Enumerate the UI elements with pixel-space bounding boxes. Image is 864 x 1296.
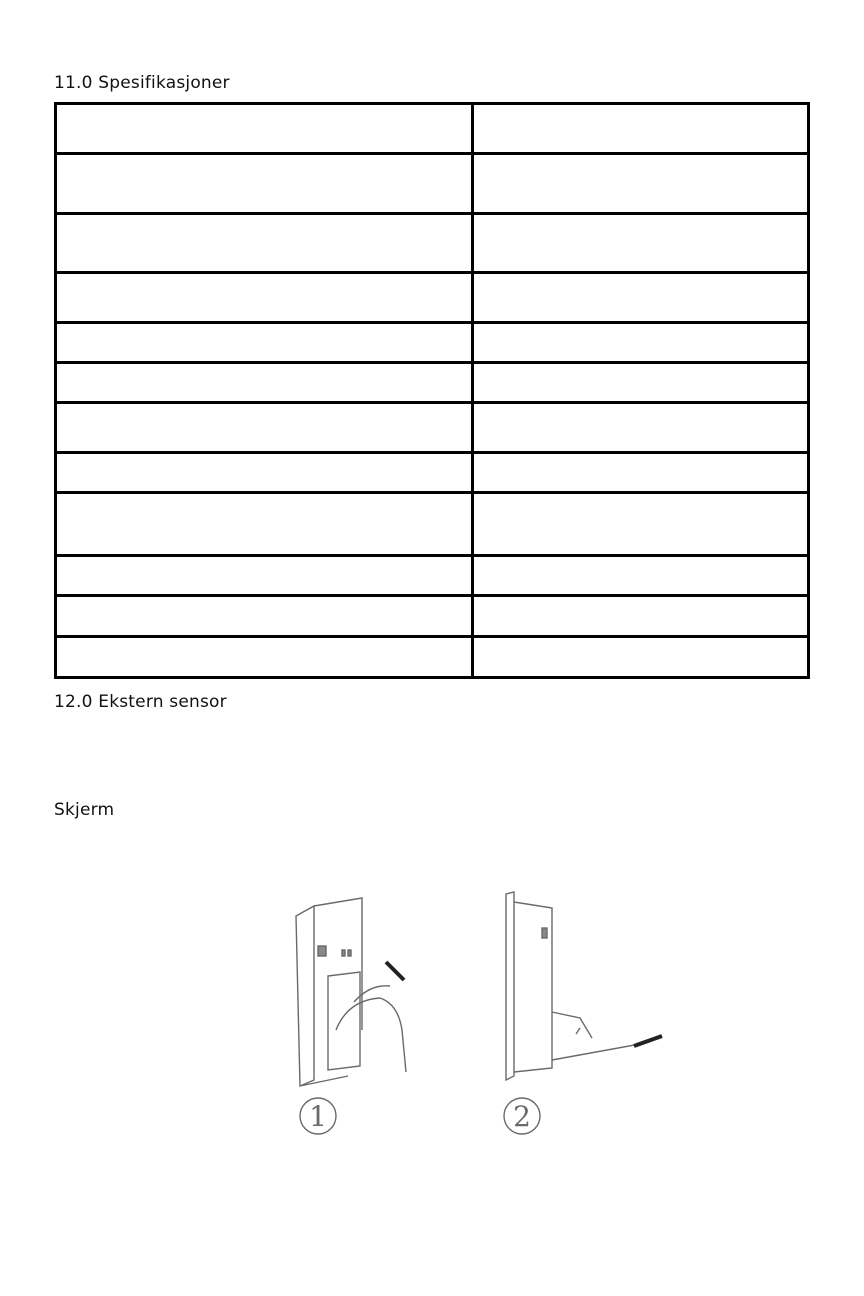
- battery-compartment: [328, 972, 360, 1070]
- display-stand-illustration: [280, 880, 670, 1160]
- display-side-panel: [296, 906, 314, 1086]
- table-cell: [56, 556, 473, 596]
- table-cell: [56, 214, 473, 273]
- table-cell: [56, 493, 473, 556]
- table-cell: [473, 596, 809, 637]
- step1-drawing: [296, 898, 406, 1134]
- stand-leg: [552, 1044, 640, 1060]
- display-button: [542, 928, 547, 938]
- table-cell: [56, 323, 473, 363]
- display-button: [318, 946, 326, 956]
- table-cell: [473, 363, 809, 403]
- table-row: [56, 556, 809, 596]
- table-cell: [473, 556, 809, 596]
- table-cell: [473, 403, 809, 453]
- table-cell: [56, 596, 473, 637]
- table-row: [56, 363, 809, 403]
- table-row: [56, 104, 809, 154]
- display-side-profile: [506, 892, 514, 1080]
- table-cell: [56, 273, 473, 323]
- table-row: [56, 214, 809, 273]
- stand-angle-guide: [576, 1028, 580, 1034]
- table-cell: [473, 214, 809, 273]
- table-row: [56, 596, 809, 637]
- table-cell: [473, 637, 809, 678]
- table-cell: [473, 273, 809, 323]
- table-row: [56, 154, 809, 214]
- display-bottom-edge: [300, 1076, 348, 1086]
- table-cell: [56, 637, 473, 678]
- step2-number: 2: [513, 1100, 531, 1133]
- hand-outline: [336, 998, 406, 1072]
- section-heading-specifications: 11.0 Spesifikasjoner: [54, 73, 230, 93]
- step1-number: 1: [309, 1100, 327, 1133]
- display-button: [348, 950, 351, 956]
- table-cell: [56, 363, 473, 403]
- display-button: [342, 950, 345, 956]
- table-row: [56, 323, 809, 363]
- display-top-edge: [314, 898, 362, 1030]
- arrow-icon: [634, 1036, 662, 1046]
- table-row: [56, 637, 809, 678]
- table-row: [56, 493, 809, 556]
- table-row: [56, 453, 809, 493]
- table-row: [56, 403, 809, 453]
- specifications-table: [54, 102, 810, 679]
- table-cell: [56, 403, 473, 453]
- table-cell: [56, 104, 473, 154]
- table-row: [56, 273, 809, 323]
- table-cell: [56, 453, 473, 493]
- step2-drawing: [504, 892, 662, 1134]
- section-heading-display: Skjerm: [54, 800, 115, 820]
- table-cell: [473, 453, 809, 493]
- table-cell: [473, 104, 809, 154]
- table-cell: [473, 323, 809, 363]
- table-cell: [56, 154, 473, 214]
- table-cell: [473, 154, 809, 214]
- stand-angle-guide: [552, 1012, 592, 1038]
- section-heading-external-sensor: 12.0 Ekstern sensor: [54, 692, 227, 712]
- arrow-icon: [386, 962, 404, 980]
- table-cell: [473, 493, 809, 556]
